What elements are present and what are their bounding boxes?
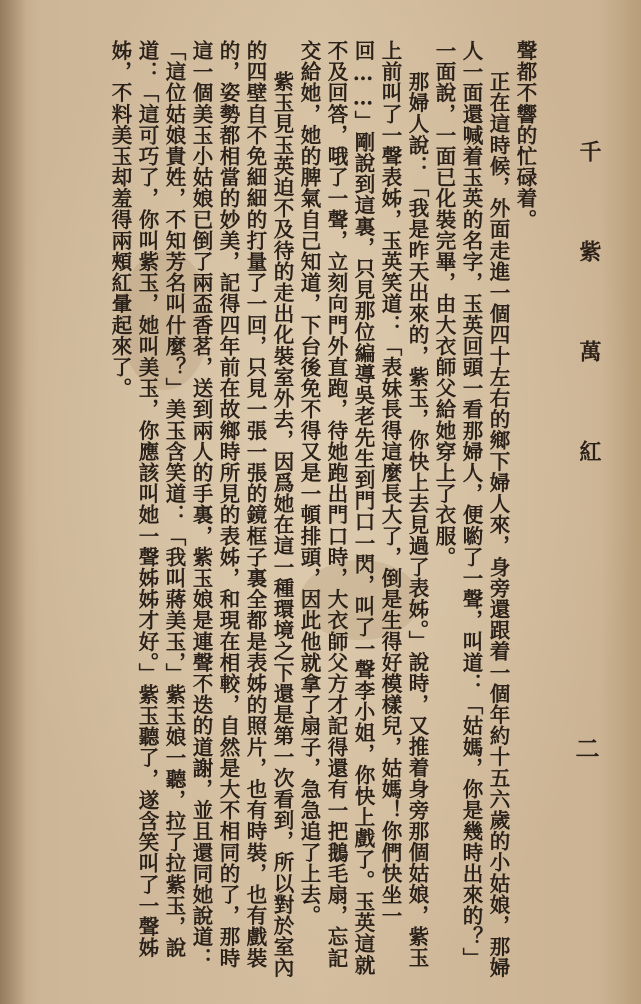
page-number: 二 — [571, 736, 600, 760]
paragraph: 紫玉見玉英迫不及待的走出化裝室外去，因爲她在這一種環境之下還是第一次看到，所以對於室內的四壁自不免細細的打量了一回，只見一張一張的鏡框子裏全都是表姊的照片，也有時裝，也有戲裝的，姿勢都相當的妙美，記得四年前在故鄉時所見的表姊，和現在相較，自然是大不相同的了，那時這一個美玉小姑娘已倒了兩盃香茗，送到兩人的手裏，紫玉娘是連聲不迭的道謝，並且還同她說道：「這位姑娘貴姓，不知芳名叫什麼？」美玉含笑道：「我叫蔣美玉，」紫玉娘一聽，拉了拉紫玉，說道：「這可巧了，你叫紫玉，她叫美玉，你應該叫她一聲姊姊才好。」紫玉聽了，遂含笑叫了一聲姊姊，不料美玉却羞得兩頰紅暈起來了。 — [108, 40, 294, 979]
paragraph: 正在這時候，外面走進一個四十左右的鄉下婦人來，身旁還跟着一個年約十五六歲的小姑娘，那婦人一面還喊着玉英的名字，玉英回頭一看那婦人，便喲了一聲，叫道：「姑媽，你是幾時出來的？」一面說，一面已化裝完畢，由大衣師父給她穿上了衣服。 — [432, 40, 510, 979]
body-text — [48, 40, 538, 980]
running-header: 千 紫 萬 紅 — [576, 140, 602, 488]
paragraph: 那婦人說：「我是昨天出來的，紫玉，你快上去見過了表姊。」說時，又推着身旁那個姑娘，紫玉上前叫了一聲表姊，玉英笑道：「表妹長得這麼長大了，倒是生得好模樣兒，姑媽！你們快坐一回……」剛說到這裏，只見那位編導吳老先生到門口一閃，叫了一聲李小姐，你快上戲了。玉英這就不及回答，哦了一聲，立刻向門外直跑，待她跑出門口時，大衣師父方才記得還有一把鵝毛扇，忘記交給她，她的脾氣自己知道，下台後免不得又是一頓排頭，因此他就拿了扇子，急急追了上去。 — [297, 40, 429, 976]
binding-shadow — [0, 0, 26, 1004]
paragraph: 聲都不響的忙碌着。 — [513, 40, 537, 230]
